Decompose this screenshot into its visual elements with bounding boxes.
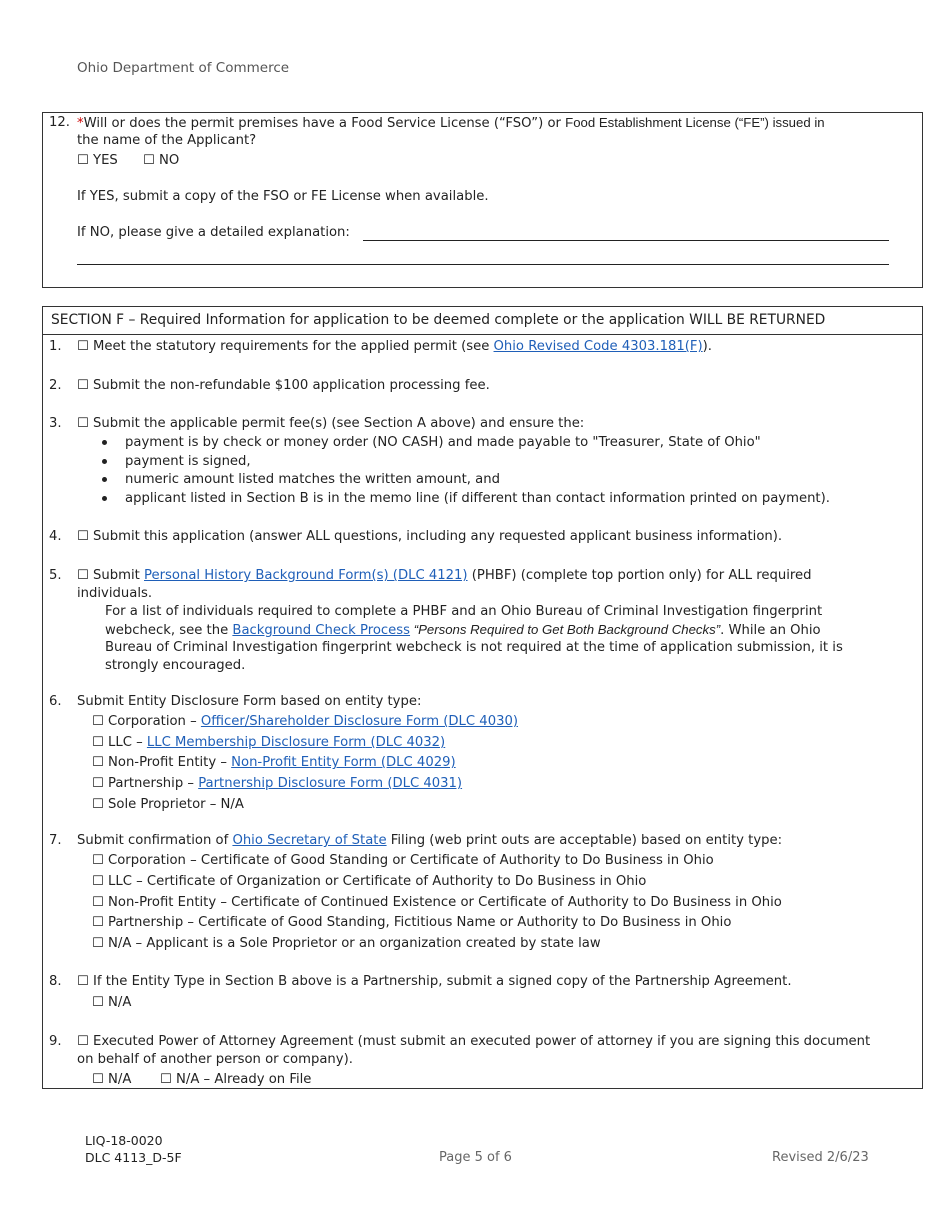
q12-yes-checkbox[interactable]: ☐ YES bbox=[77, 153, 118, 168]
explanation-field-line2[interactable] bbox=[77, 264, 889, 265]
item-6-option-sole-proprietor[interactable]: ☐ Sole Proprietor – N/A bbox=[92, 797, 244, 812]
q12-number: 12. bbox=[49, 115, 70, 130]
item-9-na-checkbox[interactable]: ☐ N/A bbox=[92, 1072, 132, 1087]
bullet-icon bbox=[102, 459, 107, 464]
llc-membership-form-link[interactable]: LLC Membership Disclosure Form (DLC 4032) bbox=[146, 735, 446, 750]
item-9-text-line2: on behalf of another person or company). bbox=[77, 1052, 353, 1067]
item-3-bullet-2: payment is signed, bbox=[125, 454, 251, 469]
q12-no-checkbox[interactable]: ☐ NO bbox=[143, 153, 180, 168]
footer-revised-date: Revised 2/6/23 bbox=[772, 1150, 869, 1165]
item-6-option-llc[interactable]: ☐ LLC – LLC Membership Disclosure Form (DLC 4032) bbox=[92, 735, 446, 750]
item-5-text[interactable]: ☐ Submit Personal History Background Form(s) (DLC 4121) (PHBF) (complete top portion only) for ALL required bbox=[77, 568, 812, 583]
item-8-text[interactable]: ☐ If the Entity Type in Section B above is a Partnership, submit a signed copy of the Partnership Agreement. bbox=[77, 974, 792, 989]
item-9-text[interactable]: ☐ Executed Power of Attorney Agreement (must submit an executed power of attorney if you are signing this document bbox=[77, 1034, 871, 1049]
item-9-na-on-file-checkbox[interactable]: ☐ N/A – Already on File bbox=[160, 1072, 312, 1087]
question-12-box bbox=[42, 112, 923, 288]
item-1-number: 1. bbox=[49, 339, 62, 354]
section-f-title: SECTION F – Required Information for application to be deemed complete or the application WILL BE RETURNED bbox=[51, 312, 826, 328]
required-asterisk: * bbox=[77, 116, 84, 131]
item-7-option-partnership[interactable]: ☐ Partnership – Certificate of Good Standing, Fictitious Name or Authority to Do Business in Ohio bbox=[92, 915, 732, 930]
q12-question-line2: the name of the Applicant? bbox=[77, 133, 257, 148]
nonprofit-entity-form-link[interactable]: Non-Profit Entity Form (DLC 4029) bbox=[231, 755, 456, 770]
bullet-icon bbox=[102, 496, 107, 501]
item-9-number: 9. bbox=[49, 1034, 62, 1049]
background-check-link[interactable]: Background Check Process bbox=[232, 623, 411, 638]
footer-form-number: LIQ-18-0020 bbox=[85, 1133, 163, 1148]
item-8-na-checkbox[interactable]: ☐ N/A bbox=[92, 995, 132, 1010]
q12-if-yes-text: If YES, submit a copy of the FSO or FE License when available. bbox=[77, 189, 489, 204]
item-4-number: 4. bbox=[49, 529, 62, 544]
item-2-number: 2. bbox=[49, 378, 62, 393]
ohio-revised-code-link[interactable]: Ohio Revised Code 4303.181(F) bbox=[493, 339, 703, 354]
item-8-number: 8. bbox=[49, 974, 62, 989]
item-6-number: 6. bbox=[49, 694, 62, 709]
item-5-text-line2: individuals. bbox=[77, 586, 153, 601]
item-3-bullet-4: applicant listed in Section B is in the memo line (if different than contact information printed on payment). bbox=[125, 491, 830, 506]
item-5-para-line4: strongly encouraged. bbox=[105, 658, 246, 673]
item-3-bullet-3: numeric amount listed matches the written amount, and bbox=[125, 472, 500, 487]
item-2-text[interactable]: ☐ Submit the non-refundable $100 application processing fee. bbox=[77, 378, 490, 393]
item-5-para-line3: Bureau of Criminal Investigation fingerprint webcheck is not required at the time of application submission, it is bbox=[105, 640, 843, 655]
item-5-number: 5. bbox=[49, 568, 62, 583]
section-f-header bbox=[43, 307, 922, 335]
header-org: Ohio Department of Commerce bbox=[77, 60, 290, 76]
item-6-option-partnership[interactable]: ☐ Partnership – Partnership Disclosure Form (DLC 4031) bbox=[92, 776, 463, 791]
item-7-text: Submit confirmation of Ohio Secretary of State Filing (web print outs are acceptable) based on entity type: bbox=[77, 833, 783, 848]
item-3-number: 3. bbox=[49, 416, 62, 431]
item-7-option-na[interactable]: ☐ N/A – Applicant is a Sole Proprietor or an organization created by state law bbox=[92, 936, 601, 951]
item-1-text[interactable]: ☐ Meet the statutory requirements for the applied permit (see Ohio Revised Code 4303.181(F)). bbox=[77, 339, 712, 354]
phbf-link[interactable]: Personal History Background Form(s) (DLC 4121) bbox=[144, 568, 468, 583]
item-7-number: 7. bbox=[49, 833, 62, 848]
section-f-box bbox=[42, 306, 923, 1089]
footer-page-number: Page 5 of 6 bbox=[439, 1150, 512, 1165]
item-4-text[interactable]: ☐ Submit this application (answer ALL questions, including any requested applicant business information). bbox=[77, 529, 783, 544]
ohio-secretary-of-state-link[interactable]: Ohio Secretary of State bbox=[232, 833, 387, 848]
q12-if-no-label: If NO, please give a detailed explanation: bbox=[77, 225, 350, 240]
item-3-text[interactable]: ☐ Submit the applicable permit fee(s) (see Section A above) and ensure the: bbox=[77, 416, 585, 431]
item-6-option-nonprofit[interactable]: ☐ Non-Profit Entity – Non-Profit Entity Form (DLC 4029) bbox=[92, 755, 456, 770]
item-7-option-llc[interactable]: ☐ LLC – Certificate of Organization or Certificate of Authority to Do Business in Ohio bbox=[92, 874, 647, 889]
officer-shareholder-form-link[interactable]: Officer/Shareholder Disclosure Form (DLC 4030) bbox=[200, 714, 519, 729]
item-5-para-line2: webcheck, see the Background Check Process “Persons Required to Get Both Background Checks”. While an Ohio bbox=[105, 622, 821, 638]
item-7-option-nonprofit[interactable]: ☐ Non-Profit Entity – Certificate of Continued Existence or Certificate of Authority to Do Business in Ohio bbox=[92, 895, 782, 910]
bullet-icon bbox=[102, 477, 107, 482]
partnership-disclosure-form-link[interactable]: Partnership Disclosure Form (DLC 4031) bbox=[198, 776, 463, 791]
item-6-text: Submit Entity Disclosure Form based on entity type: bbox=[77, 694, 422, 709]
q12-question-line1: *Will or does the permit premises have a Food Service License (“FSO”) or Food Establishment License (“FE”) issued in bbox=[77, 115, 825, 131]
item-5-para-line1: For a list of individuals required to complete a PHBF and an Ohio Bureau of Criminal Investigation fingerprint bbox=[105, 604, 823, 619]
item-3-bullet-1: payment is by check or money order (NO CASH) and made payable to "Treasurer, State of Ohio" bbox=[125, 435, 761, 450]
item-6-option-corporation[interactable]: ☐ Corporation – Officer/Shareholder Disclosure Form (DLC 4030) bbox=[92, 714, 519, 729]
item-7-option-corporation[interactable]: ☐ Corporation – Certificate of Good Standing or Certificate of Authority to Do Business in Ohio bbox=[92, 853, 714, 868]
footer-dlc-code: DLC 4113_D-5F bbox=[85, 1150, 182, 1165]
explanation-field-line1[interactable] bbox=[363, 240, 889, 241]
bullet-icon bbox=[102, 440, 107, 445]
